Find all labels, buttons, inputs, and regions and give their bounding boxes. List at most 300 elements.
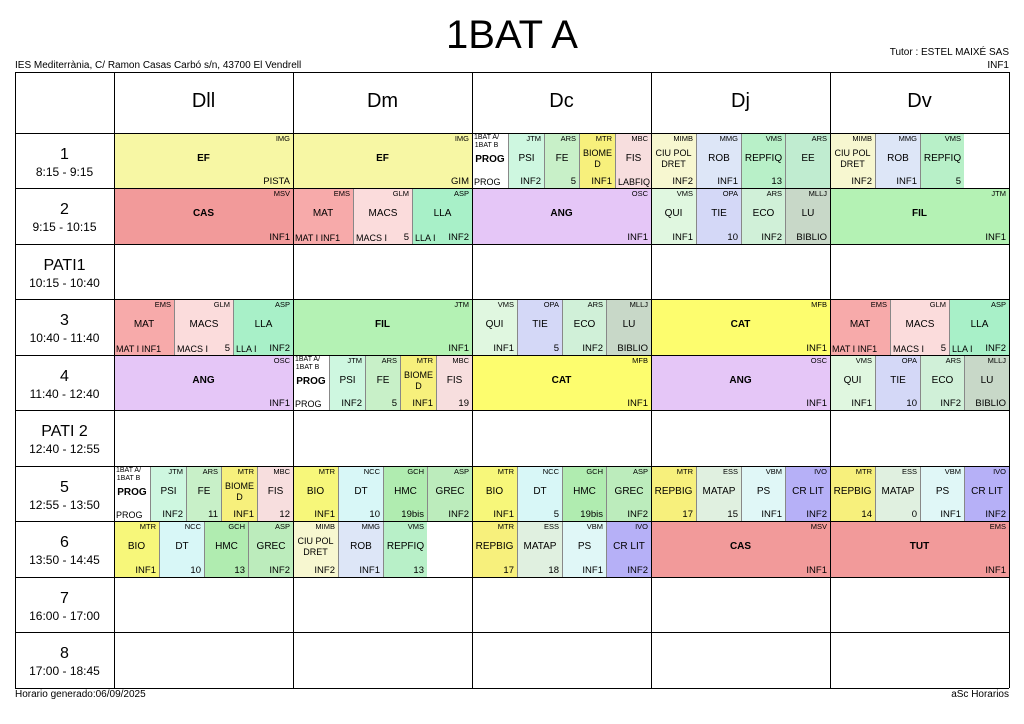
- lesson-card[interactable]: [875, 133, 920, 188]
- lesson-teacher: MIMB: [673, 134, 693, 143]
- lesson-subject: PS: [577, 541, 592, 552]
- lesson-room: INF1: [806, 565, 827, 576]
- lesson-room: INF2: [269, 343, 290, 354]
- lesson-teacher: NCC: [184, 522, 201, 531]
- lesson-teacher: VBM: [944, 467, 961, 476]
- lesson-room: PISTA: [263, 176, 290, 187]
- lesson-card[interactable]: [830, 521, 1009, 577]
- lesson-teacher: ARS: [560, 134, 576, 143]
- lesson-room: BIBLIO: [796, 232, 827, 243]
- lesson-subject: EF: [197, 153, 210, 164]
- lesson-card[interactable]: [830, 299, 890, 355]
- lesson-subject: CIU POL DRET: [297, 536, 334, 557]
- lesson-subject: PROG: [117, 487, 147, 498]
- period-time: 8:15 - 9:15: [35, 165, 94, 179]
- lesson-card[interactable]: [875, 355, 920, 410]
- lesson-teacher: ARS: [381, 356, 397, 365]
- lesson-teacher: MTR: [237, 467, 254, 476]
- lesson-card[interactable]: [293, 466, 338, 521]
- lesson-subject: MATAP: [702, 486, 736, 497]
- lesson-teacher: IVO: [635, 522, 648, 531]
- lesson-subject: MAT: [312, 208, 334, 219]
- lesson-subject: ECO: [752, 208, 775, 219]
- lesson-room: BIBLIO: [617, 343, 648, 354]
- lesson-card[interactable]: [204, 521, 248, 577]
- lesson-subject: ANG: [192, 375, 215, 386]
- lesson-subject: GREC: [614, 486, 644, 497]
- lesson-card[interactable]: [830, 355, 875, 410]
- period-header: [15, 478, 114, 512]
- lesson-room: 12: [279, 509, 290, 520]
- lesson-room: INF1: [717, 176, 738, 187]
- lesson-card[interactable]: [293, 133, 472, 188]
- lesson-subject: EE: [801, 153, 815, 164]
- day-header: Dm: [366, 90, 399, 112]
- lesson-teacher: EMS: [333, 189, 350, 198]
- lesson-subject: ROB: [887, 153, 909, 164]
- lesson-room: INF1: [985, 565, 1006, 576]
- lesson-teacher: VBM: [765, 467, 782, 476]
- lesson-card[interactable]: [174, 299, 233, 355]
- lesson-group: MAT I INF1: [116, 344, 162, 354]
- lesson-room: INF2: [162, 509, 183, 520]
- lesson-subject: FE: [197, 486, 211, 497]
- grid-hline: [15, 355, 1009, 356]
- lesson-teacher: ESS: [543, 522, 559, 531]
- lesson-card[interactable]: [830, 133, 875, 188]
- period-name: 1: [60, 146, 69, 163]
- period-name: PATI 2: [41, 423, 88, 440]
- lesson-teacher: MSV: [273, 189, 290, 198]
- grid-hline: [15, 688, 1009, 689]
- period-header: [15, 644, 114, 678]
- lesson-subject: REPFIQ: [923, 153, 962, 164]
- lesson-teacher: ARS: [945, 356, 961, 365]
- lesson-subject: CAS: [192, 208, 215, 219]
- lesson-card[interactable]: [293, 188, 353, 244]
- lesson-subject: MAT: [133, 319, 155, 330]
- lesson-teacher: VBM: [586, 522, 603, 531]
- period-name: 4: [60, 368, 69, 385]
- lesson-card[interactable]: [517, 466, 562, 521]
- lesson-group: LLA I: [952, 344, 973, 354]
- period-time: 10:40 - 11:40: [29, 331, 100, 345]
- lesson-subject: FIL: [375, 319, 390, 330]
- lesson-card[interactable]: [338, 466, 383, 521]
- lesson-card[interactable]: [741, 188, 785, 244]
- lesson-room: 5: [403, 232, 409, 243]
- lesson-card[interactable]: [651, 466, 696, 521]
- lesson-card[interactable]: [293, 299, 472, 355]
- period-name: PATI1: [43, 257, 86, 274]
- lesson-card[interactable]: [606, 466, 651, 521]
- day-header: Dv: [907, 90, 932, 112]
- lesson-subject: PROG: [296, 376, 326, 387]
- lesson-subject: MACS: [368, 208, 398, 219]
- lesson-card[interactable]: [150, 466, 186, 521]
- period-name: 3: [60, 312, 69, 329]
- lesson-room: 19bis: [580, 509, 603, 520]
- lesson-card[interactable]: [114, 299, 174, 355]
- lesson-teacher: MTR: [416, 356, 433, 365]
- lesson-card[interactable]: [964, 355, 1009, 410]
- lesson-subject: BIO: [485, 486, 504, 497]
- lesson-group: MACS I: [177, 344, 209, 354]
- lesson-subject: CR LIT: [971, 486, 1003, 497]
- lesson-card[interactable]: [615, 133, 651, 188]
- grid-hline: [15, 410, 1009, 411]
- lesson-teacher: IVO: [814, 467, 827, 476]
- lesson-room: INF2: [627, 565, 648, 576]
- lesson-card[interactable]: [248, 521, 293, 577]
- lesson-subject: BIO: [306, 486, 325, 497]
- lesson-room: GIM: [451, 176, 469, 187]
- lesson-card[interactable]: [412, 188, 472, 244]
- lesson-card[interactable]: [830, 466, 875, 521]
- lesson-card[interactable]: [329, 355, 365, 410]
- lesson-card[interactable]: [741, 466, 785, 521]
- lesson-teacher: GCH: [228, 522, 245, 531]
- lesson-subject: BIOME D: [224, 481, 254, 502]
- grid-hline: [15, 72, 1009, 73]
- lesson-subject: LLA: [433, 208, 452, 219]
- lesson-card[interactable]: [436, 355, 472, 410]
- lesson-card[interactable]: [920, 355, 964, 410]
- lesson-teacher: GLM: [929, 300, 946, 309]
- lesson-teacher: OPA: [722, 189, 738, 198]
- lesson-card[interactable]: [651, 188, 696, 244]
- lesson-room: INF2: [672, 176, 693, 187]
- period-name: 2: [60, 201, 69, 218]
- lesson-teacher: VMS: [676, 189, 693, 198]
- lesson-teacher: MMG: [898, 134, 917, 143]
- lesson-room: INF1: [269, 398, 290, 409]
- lesson-room: INF1: [493, 343, 514, 354]
- lesson-card[interactable]: [427, 466, 472, 521]
- grid-hline: [15, 577, 1009, 578]
- period-time: 12:55 - 13:50: [29, 498, 100, 512]
- lesson-teacher: IVO: [993, 467, 1006, 476]
- lesson-groups: 1BAT A/ 1BAT B: [116, 467, 142, 482]
- period-time: 11:40 - 12:40: [29, 387, 100, 401]
- lesson-subject: REPBIG: [654, 486, 693, 497]
- lesson-card[interactable]: [562, 466, 606, 521]
- lesson-room: 15: [727, 509, 738, 520]
- lesson-room: INF1: [269, 232, 290, 243]
- lesson-card[interactable]: [472, 133, 508, 188]
- lesson-teacher: MLLJ: [987, 356, 1006, 365]
- lesson-card[interactable]: [221, 466, 257, 521]
- lesson-teacher: MTR: [318, 467, 335, 476]
- lesson-teacher: IMG: [454, 134, 469, 143]
- lesson-room: BIBLIO: [975, 398, 1006, 409]
- period-time: 10:15 - 10:40: [29, 276, 100, 290]
- lesson-group: PROG: [116, 510, 143, 520]
- lesson-card[interactable]: [114, 521, 159, 577]
- lesson-group: LABFIQ: [618, 177, 651, 187]
- lesson-subject: PS: [935, 486, 950, 497]
- lesson-subject: DT: [533, 486, 547, 497]
- lesson-group: MAT I INF1: [832, 344, 878, 354]
- lesson-teacher: OSC: [631, 189, 648, 198]
- grid-hline: [15, 133, 1009, 134]
- lesson-card[interactable]: [651, 355, 830, 410]
- lesson-card[interactable]: [472, 466, 517, 521]
- lesson-teacher: MBC: [273, 467, 290, 476]
- lesson-subject: LU: [980, 375, 994, 386]
- lesson-teacher: JTM: [168, 467, 183, 476]
- lesson-card[interactable]: [517, 299, 562, 355]
- period-name: 8: [60, 645, 69, 662]
- lesson-teacher: GLM: [213, 300, 230, 309]
- lesson-teacher: MTR: [497, 522, 514, 531]
- lesson-room: 5: [955, 176, 961, 187]
- lesson-card[interactable]: [114, 133, 293, 188]
- lesson-card[interactable]: [785, 133, 830, 188]
- lesson-card[interactable]: [875, 466, 920, 521]
- lesson-teacher: MBC: [452, 356, 469, 365]
- lesson-room: INF2: [582, 343, 603, 354]
- lesson-card[interactable]: [562, 299, 606, 355]
- lesson-subject: PSI: [160, 486, 177, 497]
- lesson-teacher: VMS: [407, 522, 424, 531]
- lesson-subject: GREC: [256, 541, 286, 552]
- lesson-card[interactable]: [741, 133, 785, 188]
- lesson-room: INF2: [851, 176, 872, 187]
- lesson-card[interactable]: [579, 133, 615, 188]
- lesson-card[interactable]: [508, 133, 544, 188]
- lesson-teacher: ASP: [990, 300, 1006, 309]
- lesson-card[interactable]: [293, 355, 329, 410]
- period-header: [15, 533, 114, 567]
- lesson-room: 10: [906, 398, 917, 409]
- lesson-card[interactable]: [186, 466, 221, 521]
- lesson-subject: CAS: [729, 541, 752, 552]
- lesson-card[interactable]: [562, 521, 606, 577]
- lesson-room: 17: [503, 565, 514, 576]
- lesson-room: INF1: [940, 509, 961, 520]
- lesson-card[interactable]: [785, 466, 830, 521]
- period-time: 17:00 - 18:45: [29, 664, 100, 678]
- lesson-teacher: MTR: [855, 467, 872, 476]
- lesson-card[interactable]: [383, 521, 427, 577]
- lesson-subject: ROB: [350, 541, 372, 552]
- lesson-subject: MAT: [849, 319, 871, 330]
- lesson-room: INF1: [851, 398, 872, 409]
- lesson-subject: CIU POL DRET: [834, 148, 871, 169]
- period-header: [15, 367, 114, 401]
- lesson-teacher: MSV: [810, 522, 827, 531]
- lesson-card[interactable]: [785, 188, 830, 244]
- lesson-card[interactable]: [293, 521, 338, 577]
- lesson-card[interactable]: [651, 521, 830, 577]
- lesson-teacher: NCC: [363, 467, 380, 476]
- lesson-subject: ANG: [550, 208, 573, 219]
- generated-date: Horario generado:06/09/2025: [15, 689, 146, 700]
- lesson-card[interactable]: [920, 466, 964, 521]
- lesson-teacher: MIMB: [315, 522, 335, 531]
- lesson-card[interactable]: [383, 466, 427, 521]
- lesson-teacher: EMS: [154, 300, 171, 309]
- lesson-card[interactable]: [159, 521, 204, 577]
- grid-vline: [472, 72, 473, 688]
- tutor-room: INF1: [987, 60, 1009, 71]
- lesson-subject: ROB: [708, 153, 730, 164]
- lesson-card[interactable]: [233, 299, 293, 355]
- lesson-room: INF2: [985, 509, 1006, 520]
- lesson-subject: CR LIT: [792, 486, 824, 497]
- lesson-card[interactable]: [651, 133, 696, 188]
- lesson-subject: CAT: [551, 375, 572, 386]
- lesson-subject: QUI: [664, 208, 683, 219]
- grid-hline: [15, 188, 1009, 189]
- lesson-teacher: GLM: [392, 189, 409, 198]
- lesson-group: LLA I: [236, 344, 257, 354]
- lesson-group: PROG: [295, 399, 322, 409]
- lesson-teacher: NCC: [542, 467, 559, 476]
- lesson-teacher: JTM: [347, 356, 362, 365]
- lesson-teacher: MTR: [595, 134, 612, 143]
- lesson-room: INF1: [627, 398, 648, 409]
- lesson-subject: PS: [756, 486, 771, 497]
- software-credit: aSc Horarios: [951, 689, 1009, 700]
- lesson-subject: TIE: [711, 208, 727, 219]
- lesson-card[interactable]: [830, 188, 1009, 244]
- grid-vline: [651, 72, 652, 688]
- lesson-room: INF2: [341, 398, 362, 409]
- lesson-subject: FE: [376, 375, 390, 386]
- grid-hline: [15, 466, 1009, 467]
- lesson-card[interactable]: [696, 133, 741, 188]
- lesson-room: 13: [771, 176, 782, 187]
- lesson-teacher: GCH: [407, 467, 424, 476]
- lesson-card[interactable]: [400, 355, 436, 410]
- lesson-card[interactable]: [353, 188, 412, 244]
- lesson-room: 10: [369, 509, 380, 520]
- lesson-room: INF2: [806, 509, 827, 520]
- lesson-card[interactable]: [696, 188, 741, 244]
- lesson-card[interactable]: [114, 466, 150, 521]
- lesson-card[interactable]: [606, 299, 651, 355]
- lesson-card[interactable]: [365, 355, 400, 410]
- lesson-teacher: MBC: [631, 134, 648, 143]
- lesson-group: MACS I: [356, 233, 388, 243]
- lesson-room: 18: [548, 565, 559, 576]
- lesson-room: 13: [234, 565, 245, 576]
- lesson-card[interactable]: [949, 299, 1009, 355]
- lesson-teacher: VMS: [765, 134, 782, 143]
- lesson-room: INF1: [582, 565, 603, 576]
- lesson-card[interactable]: [651, 299, 830, 355]
- lesson-subject: GREC: [435, 486, 465, 497]
- lesson-teacher: OSC: [273, 356, 290, 365]
- lesson-subject: FIS: [625, 153, 642, 164]
- lesson-subject: QUI: [843, 375, 862, 386]
- lesson-card[interactable]: [472, 355, 651, 410]
- lesson-room: 14: [861, 509, 872, 520]
- lesson-teacher: ESS: [722, 467, 738, 476]
- lesson-card[interactable]: [114, 355, 293, 410]
- lesson-teacher: MFB: [811, 300, 827, 309]
- lesson-teacher: OPA: [543, 300, 559, 309]
- lesson-card[interactable]: [696, 466, 741, 521]
- grid-hline: [15, 521, 1009, 522]
- lesson-card[interactable]: [472, 299, 517, 355]
- lesson-subject: MACS: [189, 319, 219, 330]
- lesson-subject: BIOME D: [403, 370, 433, 391]
- lesson-room: 13: [413, 565, 424, 576]
- lesson-subject: HMC: [394, 486, 417, 497]
- lesson-room: INF2: [269, 565, 290, 576]
- lesson-teacher: ARS: [766, 189, 782, 198]
- lesson-subject: DT: [175, 541, 189, 552]
- lesson-card[interactable]: [338, 521, 383, 577]
- lesson-room: 5: [940, 343, 946, 354]
- lesson-card[interactable]: [114, 188, 293, 244]
- lesson-subject: BIO: [127, 541, 146, 552]
- lesson-subject: CR LIT: [613, 541, 645, 552]
- lesson-subject: ECO: [931, 375, 954, 386]
- period-time: 16:00 - 17:00: [29, 609, 100, 623]
- lesson-teacher: ARS: [202, 467, 218, 476]
- lesson-card[interactable]: [257, 466, 293, 521]
- lesson-room: INF1: [672, 232, 693, 243]
- lesson-teacher: OPA: [901, 356, 917, 365]
- lesson-card[interactable]: [472, 188, 651, 244]
- lesson-room: INF1: [896, 176, 917, 187]
- period-header: [15, 200, 114, 234]
- lesson-card[interactable]: [964, 466, 1009, 521]
- lesson-subject: FIS: [446, 375, 463, 386]
- lesson-room: INF1: [135, 565, 156, 576]
- lesson-room: 5: [570, 176, 576, 187]
- lesson-room: INF2: [627, 509, 648, 520]
- lesson-subject: PSI: [518, 153, 535, 164]
- grid-vline: [293, 72, 294, 688]
- lesson-card[interactable]: [920, 133, 964, 188]
- lesson-teacher: MLLJ: [808, 189, 827, 198]
- lesson-card[interactable]: [606, 521, 651, 577]
- lesson-subject: ECO: [573, 319, 596, 330]
- lesson-subject: FIL: [912, 208, 927, 219]
- lesson-teacher: MMG: [361, 522, 380, 531]
- lesson-subject: LU: [801, 208, 815, 219]
- period-header: [15, 422, 114, 456]
- period-name: 5: [60, 479, 69, 496]
- lesson-teacher: VMS: [497, 300, 514, 309]
- lesson-card[interactable]: [517, 521, 562, 577]
- lesson-groups: 1BAT A/ 1BAT B: [295, 356, 321, 371]
- grid-hline: [15, 632, 1009, 633]
- lesson-teacher: IMG: [275, 134, 290, 143]
- lesson-subject: REPBIG: [475, 541, 514, 552]
- lesson-subject: REPFIQ: [744, 153, 783, 164]
- lesson-teacher: MMG: [719, 134, 738, 143]
- lesson-teacher: ASP: [274, 300, 290, 309]
- day-header: Dll: [191, 90, 216, 112]
- lesson-subject: REPBIG: [833, 486, 872, 497]
- lesson-card[interactable]: [472, 521, 517, 577]
- period-name: 7: [60, 590, 69, 607]
- lesson-teacher: EMS: [989, 522, 1006, 531]
- lesson-room: 10: [727, 232, 738, 243]
- tutor-name: Tutor : ESTEL MAIXÉ SAS: [889, 47, 1009, 58]
- lesson-card[interactable]: [544, 133, 579, 188]
- lesson-room: INF2: [448, 232, 469, 243]
- lesson-teacher: JTM: [454, 300, 469, 309]
- lesson-card[interactable]: [890, 299, 949, 355]
- lesson-teacher: ARS: [587, 300, 603, 309]
